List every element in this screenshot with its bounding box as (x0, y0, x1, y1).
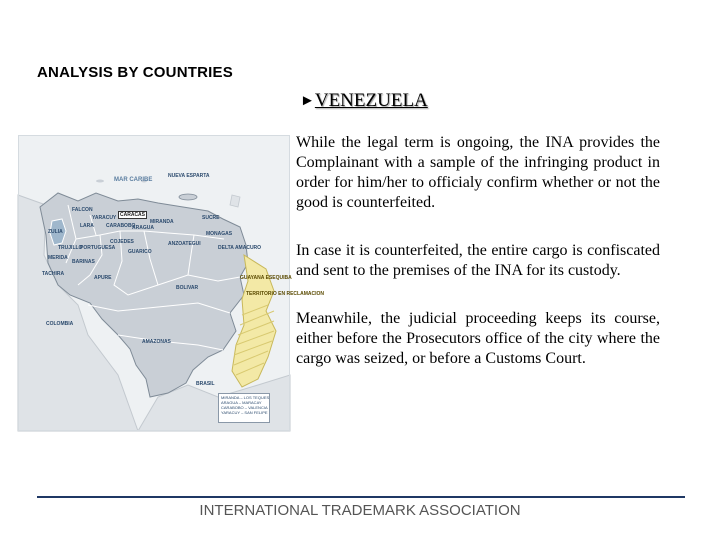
map-label-sea: MAR CARIBE (114, 177, 153, 183)
map-label-apure: APURE (94, 275, 112, 281)
map-legend (218, 393, 270, 423)
map-label-portuguesa: PORTUGUESA (80, 245, 116, 251)
legend-item: CARABOBO – VALENCIA (221, 405, 268, 410)
slide-heading: ANALYSIS BY COUNTRIES (37, 64, 233, 81)
map-label-tachira: TACHIRA (42, 271, 65, 277)
legend-item: YARACUY – SAN FELIPE (221, 410, 268, 415)
map-label-colombia: COLOMBIA (46, 321, 74, 327)
map-label-caracas: CARACAS (120, 212, 145, 218)
map-label-guayana: GUAYANA ESEQUIBA (240, 275, 292, 281)
body-text (296, 133, 660, 397)
map-label-cojedes: COJEDES (110, 239, 134, 245)
map-label-miranda: MIRANDA (150, 219, 174, 225)
country-name: VENEZUELA (314, 90, 428, 111)
legend-item: MIRANDA – LOS TEQUES (221, 395, 270, 400)
map-label-guarico: GUARICO (128, 249, 152, 255)
margarita-island-shape (179, 194, 197, 200)
footer-divider (37, 496, 685, 498)
map-label-anzoategui: ANZOATEGUI (168, 241, 201, 247)
country-title (300, 90, 428, 112)
venezuela-map (18, 135, 324, 431)
map-label-zulia: ZULIA (48, 229, 63, 235)
map-label-monagas: MONAGAS (206, 231, 233, 237)
triangle-bullet-icon: ► (300, 93, 315, 109)
map-label-amazonas: AMAZONAS (142, 339, 171, 345)
island-shape (96, 180, 104, 183)
map-label-aragua: ARAGUA (132, 225, 154, 231)
map-label-merida: MERIDA (48, 255, 68, 261)
paragraph-confiscation: In case it is counterfeited, the entire cargo is confiscated and sent to the premises of the INA for its custody. (296, 242, 660, 279)
legend-item: ARAGUA – MARACAY (221, 400, 262, 405)
map-label-bolivar: BOLIVAR (176, 285, 199, 291)
map-label-carabobo: CARABOBO (106, 223, 136, 229)
map-label-nueva-esparta: NUEVA ESPARTA (168, 173, 210, 179)
map-label-guayana-note: TERRITORIO EN RECLAMACION (246, 291, 324, 297)
map-label-delta-amacuro: DELTA AMACURO (218, 245, 262, 251)
map-label-lara: LARA (80, 223, 94, 229)
map-graphic (18, 135, 290, 431)
map-label-falcon: FALCON (72, 207, 93, 213)
map-label-trujillo: TRUJILLO (58, 245, 83, 251)
paragraph-sample: While the legal term is ongoing, the INA provides the Complainant with a sample of the infringing product in order for him/her to officialy confirm whether or not the good is counterfeited. (296, 134, 660, 211)
map-label-barinas: BARINAS (72, 259, 95, 265)
paragraph-judicial: Meanwhile, the judicial proceeding keeps its course, either before the Prosecutors office of the city where the cargo was seized, or before a Customs Court. (296, 310, 660, 367)
map-label-yaracuy: YARACUY (92, 215, 117, 221)
map-label-sucre: SUCRE (202, 215, 220, 221)
footer-text: INTERNATIONAL TRADEMARK ASSOCIATION (199, 502, 521, 519)
trinidad-shape (230, 195, 240, 207)
map-label-brasil: BRASIL (196, 381, 215, 387)
